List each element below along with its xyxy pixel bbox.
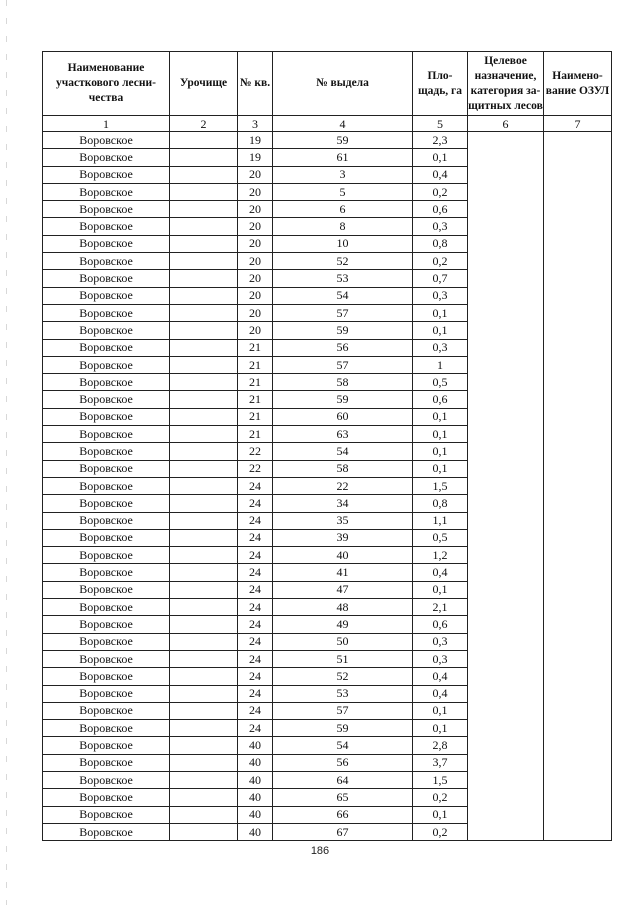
plot-cell: 53	[273, 685, 413, 702]
quarter-cell: 20	[238, 304, 273, 321]
forestry-cell: Воровское	[43, 771, 170, 788]
plot-cell: 41	[273, 564, 413, 581]
forestry-cell: Воровское	[43, 668, 170, 685]
area-cell: 0,4	[413, 685, 468, 702]
forestry-cell: Воровское	[43, 374, 170, 391]
tract-cell	[170, 581, 238, 598]
tract-cell	[170, 616, 238, 633]
area-cell: 0,1	[413, 322, 468, 339]
tract-cell	[170, 771, 238, 788]
plot-cell: 54	[273, 737, 413, 754]
forestry-cell: Воровское	[43, 702, 170, 719]
area-cell: 0,1	[413, 304, 468, 321]
plot-cell: 50	[273, 633, 413, 650]
forestry-cell: Воровское	[43, 616, 170, 633]
area-cell: 0,2	[413, 789, 468, 806]
forestry-cell: Воровское	[43, 460, 170, 477]
plot-cell: 51	[273, 650, 413, 667]
tract-cell	[170, 443, 238, 460]
plot-cell: 49	[273, 616, 413, 633]
plot-cell: 59	[273, 720, 413, 737]
column-number: 3	[238, 116, 273, 132]
quarter-cell: 40	[238, 823, 273, 840]
tract-cell	[170, 149, 238, 166]
tract-cell	[170, 529, 238, 546]
forestry-cell: Воровское	[43, 789, 170, 806]
tract-cell	[170, 270, 238, 287]
header-forestry-name: Наименование участкового лесни-чества	[43, 52, 170, 116]
quarter-cell: 24	[238, 668, 273, 685]
tract-cell	[170, 702, 238, 719]
tract-cell	[170, 132, 238, 149]
ozul-name-cell	[544, 132, 612, 841]
quarter-cell: 20	[238, 287, 273, 304]
tract-cell	[170, 287, 238, 304]
forest-plots-table	[42, 51, 612, 841]
quarter-cell: 24	[238, 616, 273, 633]
quarter-cell: 24	[238, 547, 273, 564]
tract-cell	[170, 183, 238, 200]
quarter-cell: 24	[238, 581, 273, 598]
tract-cell	[170, 737, 238, 754]
table-row	[43, 132, 612, 149]
plot-cell: 56	[273, 754, 413, 771]
forestry-cell: Воровское	[43, 218, 170, 235]
page-number: 186	[310, 845, 330, 857]
tract-cell	[170, 166, 238, 183]
plot-cell: 59	[273, 132, 413, 149]
area-cell: 0,6	[413, 391, 468, 408]
quarter-cell: 24	[238, 650, 273, 667]
plot-cell: 66	[273, 806, 413, 823]
tract-cell	[170, 650, 238, 667]
tract-cell	[170, 720, 238, 737]
tract-cell	[170, 408, 238, 425]
quarter-cell: 20	[238, 201, 273, 218]
quarter-cell: 24	[238, 599, 273, 616]
area-cell: 0,4	[413, 564, 468, 581]
forestry-cell: Воровское	[43, 581, 170, 598]
plot-cell: 64	[273, 771, 413, 788]
tract-cell	[170, 495, 238, 512]
forestry-cell: Воровское	[43, 304, 170, 321]
forestry-cell: Воровское	[43, 391, 170, 408]
tract-cell	[170, 356, 238, 373]
plot-cell: 58	[273, 460, 413, 477]
quarter-cell: 21	[238, 426, 273, 443]
tract-cell	[170, 512, 238, 529]
forestry-cell: Воровское	[43, 408, 170, 425]
area-cell: 0,1	[413, 460, 468, 477]
quarter-cell: 19	[238, 132, 273, 149]
quarter-cell: 24	[238, 564, 273, 581]
quarter-cell: 21	[238, 391, 273, 408]
column-number: 5	[413, 116, 468, 132]
tract-cell	[170, 547, 238, 564]
quarter-cell: 22	[238, 460, 273, 477]
area-cell: 0,6	[413, 616, 468, 633]
tract-cell	[170, 685, 238, 702]
quarter-cell: 24	[238, 512, 273, 529]
area-cell: 0,1	[413, 408, 468, 425]
plot-cell: 57	[273, 304, 413, 321]
quarter-cell: 20	[238, 183, 273, 200]
area-cell: 1,5	[413, 477, 468, 494]
quarter-cell: 24	[238, 720, 273, 737]
header-row	[43, 52, 612, 116]
column-number: 7	[544, 116, 612, 132]
plot-cell: 5	[273, 183, 413, 200]
forestry-cell: Воровское	[43, 650, 170, 667]
quarter-cell: 20	[238, 218, 273, 235]
forestry-cell: Воровское	[43, 235, 170, 252]
column-number: 6	[468, 116, 544, 132]
area-cell: 0,6	[413, 201, 468, 218]
tract-cell	[170, 789, 238, 806]
quarter-cell: 24	[238, 685, 273, 702]
area-cell: 2,8	[413, 737, 468, 754]
forestry-cell: Воровское	[43, 149, 170, 166]
area-cell: 3,7	[413, 754, 468, 771]
plot-cell: 6	[273, 201, 413, 218]
area-cell: 0,3	[413, 218, 468, 235]
header-quarter-number: № кв.	[238, 52, 273, 116]
forestry-cell: Воровское	[43, 201, 170, 218]
plot-cell: 63	[273, 426, 413, 443]
area-cell: 1	[413, 356, 468, 373]
tract-cell	[170, 253, 238, 270]
tract-cell	[170, 391, 238, 408]
area-cell: 0,5	[413, 529, 468, 546]
quarter-cell: 21	[238, 356, 273, 373]
tract-cell	[170, 426, 238, 443]
header-tract: Урочище	[170, 52, 238, 116]
tract-cell	[170, 322, 238, 339]
quarter-cell: 21	[238, 374, 273, 391]
forestry-cell: Воровское	[43, 633, 170, 650]
forestry-cell: Воровское	[43, 166, 170, 183]
quarter-cell: 20	[238, 322, 273, 339]
forestry-cell: Воровское	[43, 512, 170, 529]
plot-cell: 59	[273, 391, 413, 408]
tract-cell	[170, 564, 238, 581]
column-number: 4	[273, 116, 413, 132]
area-cell: 0,2	[413, 253, 468, 270]
area-cell: 0,2	[413, 823, 468, 840]
quarter-cell: 20	[238, 235, 273, 252]
plot-cell: 57	[273, 702, 413, 719]
forestry-cell: Воровское	[43, 720, 170, 737]
tract-cell	[170, 668, 238, 685]
area-cell: 0,3	[413, 650, 468, 667]
quarter-cell: 40	[238, 789, 273, 806]
plot-cell: 57	[273, 356, 413, 373]
plot-cell: 3	[273, 166, 413, 183]
forestry-cell: Воровское	[43, 132, 170, 149]
area-cell: 0,1	[413, 443, 468, 460]
area-cell: 0,3	[413, 287, 468, 304]
quarter-cell: 40	[238, 754, 273, 771]
quarter-cell: 24	[238, 495, 273, 512]
area-cell: 0,7	[413, 270, 468, 287]
forestry-cell: Воровское	[43, 270, 170, 287]
header-ozul-name: Наимено-вание ОЗУЛ	[544, 52, 612, 116]
plot-cell: 56	[273, 339, 413, 356]
forestry-cell: Воровское	[43, 477, 170, 494]
area-cell: 1,5	[413, 771, 468, 788]
area-cell: 0,1	[413, 426, 468, 443]
plot-cell: 61	[273, 149, 413, 166]
area-cell: 0,4	[413, 668, 468, 685]
tract-cell	[170, 218, 238, 235]
header-plot-number: № выдела	[273, 52, 413, 116]
header-area: Пло-щадь, га	[413, 52, 468, 116]
column-number: 1	[43, 116, 170, 132]
column-number-row	[43, 116, 612, 132]
forestry-cell: Воровское	[43, 564, 170, 581]
quarter-cell: 24	[238, 702, 273, 719]
forestry-cell: Воровское	[43, 547, 170, 564]
area-cell: 0,1	[413, 806, 468, 823]
plot-cell: 40	[273, 547, 413, 564]
plot-cell: 60	[273, 408, 413, 425]
table-body	[43, 132, 612, 841]
tract-cell	[170, 235, 238, 252]
quarter-cell: 24	[238, 633, 273, 650]
forestry-cell: Воровское	[43, 754, 170, 771]
forestry-cell: Воровское	[43, 806, 170, 823]
plot-cell: 52	[273, 253, 413, 270]
forestry-cell: Воровское	[43, 183, 170, 200]
forestry-cell: Воровское	[43, 823, 170, 840]
forestry-cell: Воровское	[43, 322, 170, 339]
quarter-cell: 40	[238, 806, 273, 823]
area-cell: 0,1	[413, 702, 468, 719]
area-cell: 1,2	[413, 547, 468, 564]
tract-cell	[170, 201, 238, 218]
plot-cell: 47	[273, 581, 413, 598]
plot-cell: 52	[273, 668, 413, 685]
quarter-cell: 40	[238, 737, 273, 754]
tract-cell	[170, 633, 238, 650]
quarter-cell: 24	[238, 529, 273, 546]
area-cell: 0,8	[413, 235, 468, 252]
area-cell: 0,3	[413, 339, 468, 356]
tract-cell	[170, 339, 238, 356]
column-number: 2	[170, 116, 238, 132]
tract-cell	[170, 460, 238, 477]
quarter-cell: 22	[238, 443, 273, 460]
scan-edge-mark	[6, 0, 7, 905]
plot-cell: 10	[273, 235, 413, 252]
quarter-cell: 40	[238, 771, 273, 788]
quarter-cell: 20	[238, 253, 273, 270]
plot-cell: 58	[273, 374, 413, 391]
plot-cell: 54	[273, 443, 413, 460]
forestry-cell: Воровское	[43, 287, 170, 304]
plot-cell: 22	[273, 477, 413, 494]
area-cell: 0,8	[413, 495, 468, 512]
plot-cell: 67	[273, 823, 413, 840]
area-cell: 0,1	[413, 720, 468, 737]
tract-cell	[170, 754, 238, 771]
forestry-cell: Воровское	[43, 495, 170, 512]
plot-cell: 8	[273, 218, 413, 235]
tract-cell	[170, 304, 238, 321]
tract-cell	[170, 823, 238, 840]
tract-cell	[170, 477, 238, 494]
tract-cell	[170, 806, 238, 823]
plot-cell: 48	[273, 599, 413, 616]
tract-cell	[170, 599, 238, 616]
plot-cell: 53	[273, 270, 413, 287]
forestry-cell: Воровское	[43, 253, 170, 270]
plot-cell: 59	[273, 322, 413, 339]
area-cell: 2,1	[413, 599, 468, 616]
forestry-cell: Воровское	[43, 737, 170, 754]
area-cell: 0,1	[413, 581, 468, 598]
forestry-cell: Воровское	[43, 426, 170, 443]
plot-cell: 35	[273, 512, 413, 529]
forestry-cell: Воровское	[43, 685, 170, 702]
area-cell: 0,2	[413, 183, 468, 200]
forestry-cell: Воровское	[43, 339, 170, 356]
area-cell: 0,3	[413, 633, 468, 650]
area-cell: 0,1	[413, 149, 468, 166]
forestry-cell: Воровское	[43, 356, 170, 373]
header-purpose-category: Целевое назначение, категория за-щитных лесов	[468, 52, 544, 116]
plot-cell: 39	[273, 529, 413, 546]
purpose-category-cell	[468, 132, 544, 841]
quarter-cell: 24	[238, 477, 273, 494]
area-cell: 1,1	[413, 512, 468, 529]
quarter-cell: 21	[238, 408, 273, 425]
quarter-cell: 19	[238, 149, 273, 166]
forestry-cell: Воровское	[43, 599, 170, 616]
forestry-cell: Воровское	[43, 529, 170, 546]
area-cell: 0,5	[413, 374, 468, 391]
quarter-cell: 20	[238, 166, 273, 183]
tract-cell	[170, 374, 238, 391]
area-cell: 0,4	[413, 166, 468, 183]
plot-cell: 54	[273, 287, 413, 304]
area-cell: 2,3	[413, 132, 468, 149]
quarter-cell: 20	[238, 270, 273, 287]
plot-cell: 65	[273, 789, 413, 806]
plot-cell: 34	[273, 495, 413, 512]
quarter-cell: 21	[238, 339, 273, 356]
forestry-cell: Воровское	[43, 443, 170, 460]
